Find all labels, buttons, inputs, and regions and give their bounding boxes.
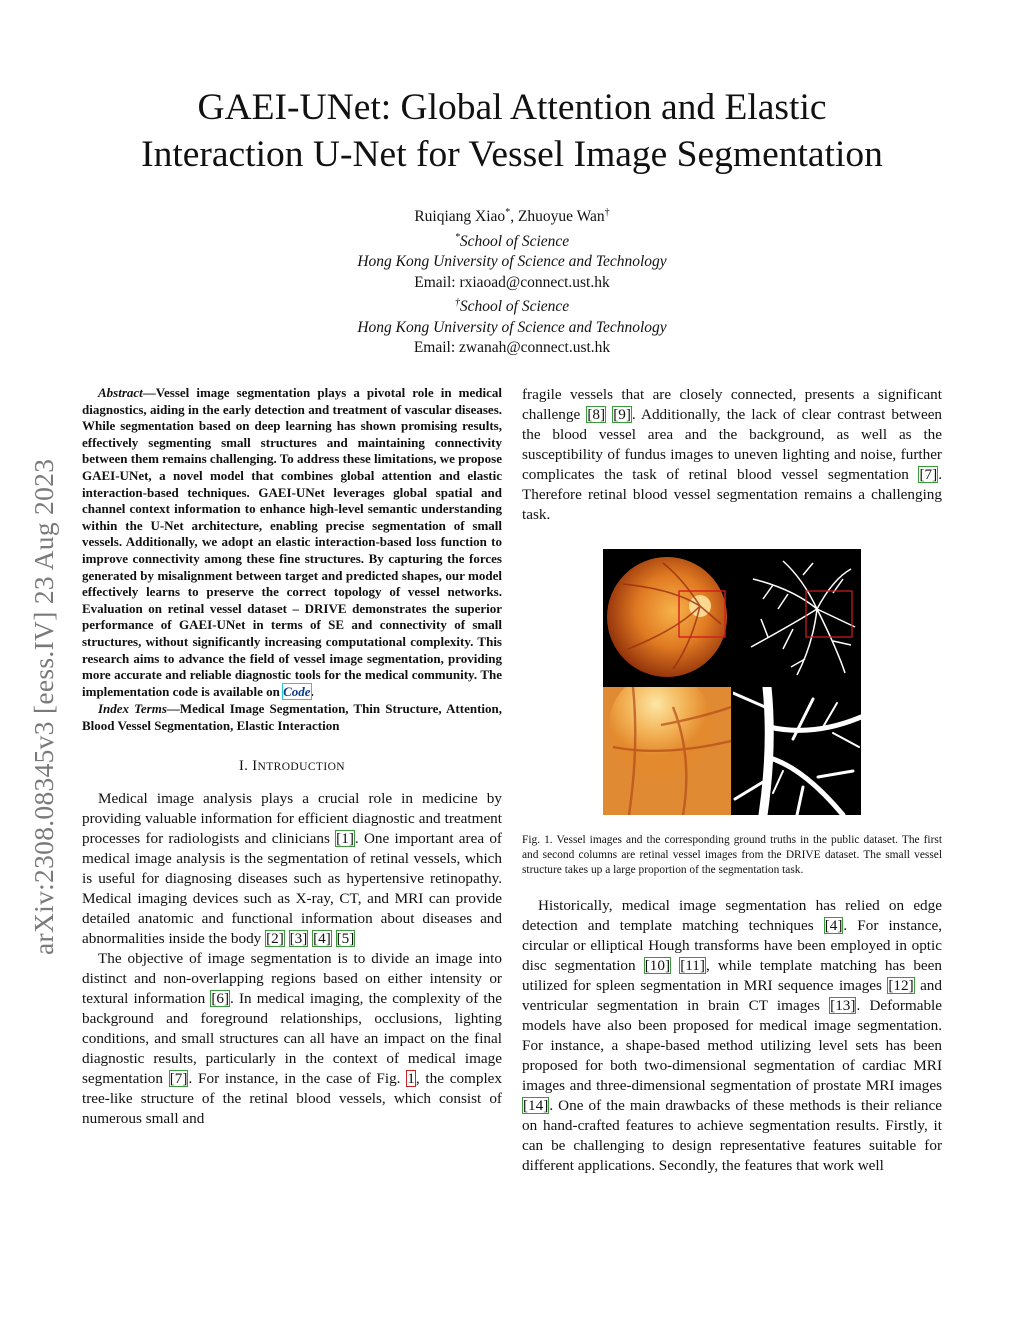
figure-1-caption: Fig. 1. Vessel images and the corresponding ground truths in the public dataset. The first and second columns are retinal vessel images from the DRIVE dataset. The small vessel structure takes up a large proportion of the segmentation task. [522, 834, 942, 876]
affiliation-1-university: Hong Kong University of Science and Technology [357, 253, 667, 271]
citation-link[interactable]: [6] [211, 990, 230, 1008]
citation-link[interactable]: [3] [289, 930, 308, 948]
citation-link[interactable]: [4] [824, 917, 843, 934]
abstract: Abstract—Vessel image segmentation plays a pivotal role in medical diagnostics, aiding in the early detection and treatment of vascular diseases. While segmentation based on deep learning has shown promising results, effectively segmenting small structures and maintaining connectivity between them remains challenging. To address these limitations, we propose GAEI-UNet, a novel model that combines global attention and elastic interaction-based techniques. GAEI-UNet leverages global spatial and channel context information to enhance high-level semantic understanding within the U-Net architecture, enabling precise segmentation of small vessels. Additionally, we adopt an elastic interaction-based loss function to improve connectivity among these fine structures. By capturing the forces generated by misalignment between target and predicted shapes, our model effectively learns to preserve the correct topology of vessel networks. Evaluation on retinal vessel dataset – DRIVE demonstrates the superior performance of GAEI-UNet in terms of SE and connectivity of small structures, without significantly increasing computational complexity. This research aims to advance the field of vessel image segmentation, providing more accurate and reliable diagnostic tools for the medical community. The implementation code is available on Code. [82, 385, 502, 699]
title-line-1: GAEI-UNet: Global Attention and Elastic [197, 87, 827, 128]
fundus-zoom-graphic [603, 687, 731, 815]
arxiv-identifier: arXiv:2308.08345v3 [eess.IV] 23 Aug 2023 [28, 458, 59, 955]
citation-link[interactable]: [12] [888, 977, 914, 994]
intro-paragraph-1: Medical image analysis plays a crucial role in medicine by providing valuable information for efficient diagnostic and treatment processes for radiologists and clinicians [1]. One important area of medical image analysis is the segmentation of retinal vessels, which is useful for diagnosing diseases such as hypertensive retinopathy. Medical imaging devices such as X-ray, CT, and MRI can provide detailed anatomic and functional information about diseases and abnormalities inside the body [2] [3] [4] [5] [82, 790, 502, 948]
paper-title [60, 84, 964, 178]
vessel-mask-graphic [733, 549, 861, 685]
vessel-mask-zoom-graphic [733, 687, 861, 815]
citation-link[interactable]: [2] [266, 930, 284, 948]
figure-reference-link[interactable]: 1 [407, 1070, 415, 1088]
intro-paragraph-2-continued: fragile vessels that are closely connected, presents a significant challenge [8] [9]. Additionally, the lack of clear contrast between the blood vessel area and the background, as well as the susceptibility of fundus images to uneven lighting and noise, further complicates the task of retinal blood vessel segmentation [7]. Therefore retinal blood vessel segmentation remains a challenging task. [522, 386, 943, 523]
code-link[interactable]: Code [283, 683, 311, 699]
right-column [522, 385, 942, 1176]
vessel-mask-full [733, 549, 861, 685]
fundus-image-graphic [603, 549, 731, 685]
citation-link[interactable]: [8] [587, 406, 606, 423]
section-heading-introduction: I. INTRODUCTION [239, 758, 345, 775]
left-column [82, 385, 502, 1129]
citation-link[interactable]: [7] [919, 466, 938, 483]
citation-link[interactable]: [1] [336, 830, 354, 848]
affiliation-2-email: Email: zwanah@connect.ust.hk [413, 339, 611, 357]
affiliation-1-school: *School of Science [454, 231, 570, 250]
index-terms: Index Terms—Medical Image Segmentation, Thin Structure, Attention, Blood Vessel Segmentation, Elastic Interaction [82, 701, 502, 733]
affiliation-2-school: †School of Science [454, 297, 570, 316]
fundus-image-full [603, 549, 731, 685]
fundus-image-zoom [603, 687, 731, 815]
author-block [200, 203, 824, 359]
citation-link[interactable]: [5] [336, 930, 355, 948]
citation-link[interactable]: [4] [313, 930, 331, 948]
title-line-2: Interaction U-Net for Vessel Image Segmentation [141, 134, 883, 175]
citation-link[interactable]: [7] [169, 1070, 188, 1088]
citation-link[interactable]: [14] [523, 1097, 549, 1114]
intro-paragraph-3: Historically, medical image segmentation has relied on edge detection and template matching techniques [4]. For instance, circular or elliptical Hough transforms have been employed in optic disc segmentation [10] [11], while template matching has been utilized for spleen segmentation in MRI sequence images [12] and ventricular segmentation in brain CT images [13]. Deformable models have also been proposed for medical image segmentation. For instance, a shape-based method utilizing level sets has been proposed for both two-dimensional segmentation of cardiac MRI images and three-dimensional segmentation of prostate MRI images [14]. One of the main drawbacks of these methods is their reliance on hand-crafted features to achieve segmentation results. Firstly, it can be challenging to design representative features suitable for different applications. Secondly, the features that work well [522, 897, 943, 1174]
vessel-mask-zoom [733, 687, 861, 815]
figure-1-vessel-images [603, 549, 861, 815]
citation-link[interactable]: [10] [644, 957, 671, 974]
citation-link[interactable]: [11] [680, 957, 705, 974]
intro-paragraph-2: The objective of image segmentation is to divide an image into distinct and non-overlapping regions based on either intensity or textural information [6]. In medical imaging, the complexity of the background and foreground relationships, occlusions, lighting conditions, and small structures can all have an impact on the final diagnostic results, particularly in the context of medical image segmentation [7]. For instance, in the case of Fig. 1, the complex tree-like structure of the retinal blood vessels, which consist of numerous small and [82, 950, 502, 1128]
citation-link[interactable]: [9] [613, 406, 631, 423]
affiliation-1-email: Email: rxiaoad@connect.ust.hk [414, 273, 610, 291]
affiliation-2-university: Hong Kong University of Science and Technology [357, 318, 667, 336]
author-names: Ruiqiang Xiao*, Zhuoyue Wan† [414, 207, 610, 226]
citation-link[interactable]: [13] [830, 997, 856, 1014]
